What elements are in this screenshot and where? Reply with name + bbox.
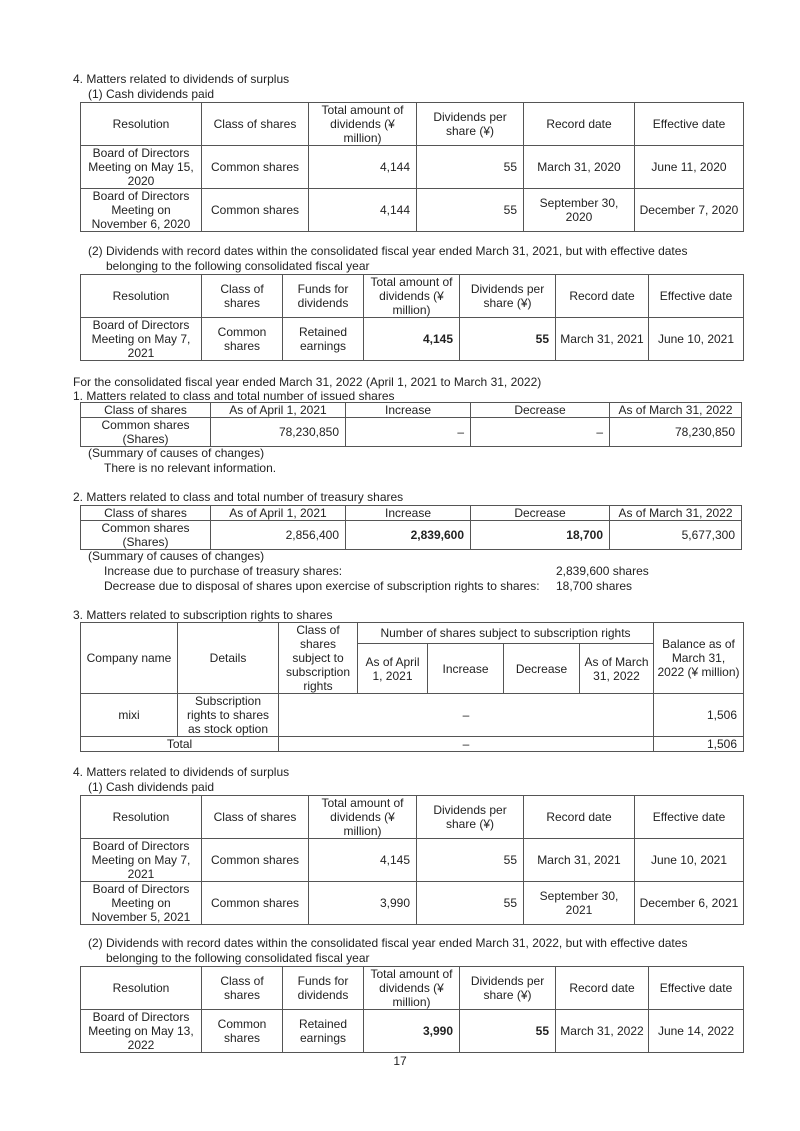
table-row bbox=[81, 1010, 744, 1053]
cell: Retained earnings bbox=[283, 318, 364, 361]
col-header: Dividends per share (¥) bbox=[417, 103, 524, 146]
cell: – bbox=[279, 737, 654, 752]
cell: 4,144 bbox=[309, 146, 417, 189]
col-header: As of April 1, 2021 bbox=[211, 403, 346, 418]
cell: March 31, 2021 bbox=[524, 839, 635, 882]
section-heading: 4. Matters related to dividends of surplus bbox=[73, 765, 290, 779]
col-header: Class of shares bbox=[202, 275, 283, 318]
table-row-total bbox=[81, 737, 744, 752]
col-header: Total amount of dividends (¥ million) bbox=[309, 796, 417, 839]
subsection-heading: (1) Cash dividends paid bbox=[88, 87, 215, 101]
cell: June 11, 2020 bbox=[635, 146, 744, 189]
cell: Board of Directors Meeting on May 7, 2021 bbox=[81, 839, 202, 882]
col-header: Increase bbox=[346, 403, 471, 418]
cell: Retained earnings bbox=[283, 1010, 364, 1053]
cell: 4,145 bbox=[364, 318, 460, 361]
col-header: Effective date bbox=[649, 275, 744, 318]
col-header: Increase bbox=[428, 644, 504, 694]
summary-line-label: Increase due to purchase of treasury shares: bbox=[104, 564, 343, 578]
col-header: Dividends per share (¥) bbox=[460, 275, 556, 318]
fiscal-year-title: For the consolidated fiscal year ended March 31, 2022 (April 1, 2021 to March 31, 2022) bbox=[73, 375, 542, 389]
subsection-heading-cont: belonging to the following consolidated fiscal year bbox=[106, 259, 370, 273]
cell: 55 bbox=[417, 189, 524, 232]
col-header: As of March 31, 2022 bbox=[610, 506, 742, 521]
cell: Total bbox=[81, 737, 279, 752]
table-row bbox=[81, 839, 744, 882]
table-row bbox=[81, 694, 744, 737]
col-header: Total amount of dividends (¥ million) bbox=[309, 103, 417, 146]
cell: Common shares bbox=[202, 189, 309, 232]
section-heading: 4. Matters related to dividends of surplus bbox=[73, 72, 290, 86]
col-header: Details bbox=[178, 623, 279, 694]
cell: – bbox=[346, 418, 471, 447]
cell: Common shares bbox=[202, 839, 309, 882]
col-header: Total amount of dividends (¥ million) bbox=[364, 967, 460, 1010]
col-header: Resolution bbox=[81, 275, 202, 318]
cell: September 30, 2020 bbox=[524, 189, 635, 232]
cell: 18,700 bbox=[471, 521, 610, 550]
cell: Board of Directors Meeting on November 6, 2020 bbox=[81, 189, 202, 232]
cell: Common shares bbox=[202, 1010, 283, 1053]
col-header: Increase bbox=[346, 506, 471, 521]
cell: 55 bbox=[417, 839, 524, 882]
cell: 55 bbox=[460, 1010, 556, 1053]
col-header: Resolution bbox=[81, 967, 202, 1010]
cell: 1,506 bbox=[654, 694, 744, 737]
section-heading: 3. Matters related to subscription rights to shares bbox=[73, 608, 333, 622]
cash-dividends-table-2022 bbox=[80, 795, 744, 925]
cell: March 31, 2021 bbox=[556, 318, 649, 361]
cell: September 30, 2021 bbox=[524, 882, 635, 925]
col-header: As of March 31, 2022 bbox=[610, 403, 742, 418]
summary-label: (Summary of causes of changes) bbox=[88, 549, 265, 563]
cell: 3,990 bbox=[309, 882, 417, 925]
cell: Common shares bbox=[202, 318, 283, 361]
cell: December 7, 2020 bbox=[635, 189, 744, 232]
col-header: Effective date bbox=[635, 796, 744, 839]
table-row bbox=[81, 146, 744, 189]
cell: Board of Directors Meeting on May 7, 2021 bbox=[81, 318, 202, 361]
col-header: Class of shares bbox=[202, 103, 309, 146]
cell: 4,144 bbox=[309, 189, 417, 232]
col-header: As of March 31, 2022 bbox=[580, 644, 654, 694]
col-header: Class of shares bbox=[202, 967, 283, 1010]
col-header: Class of shares bbox=[81, 403, 211, 418]
cell: 55 bbox=[417, 146, 524, 189]
subsection-heading: (2) Dividends with record dates within the consolidated fiscal year ended March 31, 2021, but with effective dates bbox=[88, 244, 688, 258]
col-header: Resolution bbox=[81, 796, 202, 839]
cell: March 31, 2020 bbox=[524, 146, 635, 189]
page-number: 17 bbox=[393, 1054, 407, 1068]
cell: Common shares (Shares) bbox=[81, 418, 211, 447]
cell: June 14, 2022 bbox=[649, 1010, 744, 1053]
cell: Common shares bbox=[202, 146, 309, 189]
col-header: Class of shares subject to subscription rights bbox=[279, 623, 358, 694]
col-header: Balance as of March 31, 2022 (¥ million) bbox=[654, 623, 744, 694]
cell: 5,677,300 bbox=[610, 521, 742, 550]
cell: 78,230,850 bbox=[610, 418, 742, 447]
cell: Common shares bbox=[202, 882, 309, 925]
table-row bbox=[81, 418, 742, 447]
cell: – bbox=[471, 418, 610, 447]
col-header: Total amount of dividends (¥ million) bbox=[364, 275, 460, 318]
dividends-following-year-table-2022 bbox=[80, 966, 744, 1053]
table-row bbox=[81, 521, 742, 550]
cell: mixi bbox=[81, 694, 178, 737]
col-header: Decrease bbox=[504, 644, 580, 694]
table-row bbox=[81, 318, 744, 361]
subscription-rights-table bbox=[80, 622, 744, 752]
cell: Board of Directors Meeting on May 13, 2022 bbox=[81, 1010, 202, 1053]
cell: 55 bbox=[417, 882, 524, 925]
dividends-following-year-table-2021 bbox=[80, 274, 744, 361]
cell: Board of Directors Meeting on May 15, 2020 bbox=[81, 146, 202, 189]
col-header: Record date bbox=[524, 103, 635, 146]
cell: 55 bbox=[460, 318, 556, 361]
cell: 78,230,850 bbox=[211, 418, 346, 447]
col-header: Company name bbox=[81, 623, 178, 694]
cell: December 6, 2021 bbox=[635, 882, 744, 925]
cell: March 31, 2022 bbox=[556, 1010, 649, 1053]
cell: Subscription rights to shares as stock option bbox=[178, 694, 279, 737]
col-header: Record date bbox=[524, 796, 635, 839]
col-header: Decrease bbox=[471, 403, 610, 418]
table-row bbox=[81, 189, 744, 232]
section-heading: 1. Matters related to class and total number of issued shares bbox=[73, 389, 395, 403]
summary-text: There is no relevant information. bbox=[104, 461, 277, 475]
subsection-heading: (2) Dividends with record dates within the consolidated fiscal year ended March 31, 2022, but with effective dates bbox=[88, 936, 688, 950]
subsection-heading-cont: belonging to the following consolidated fiscal year bbox=[106, 951, 370, 965]
issued-shares-table bbox=[80, 402, 742, 447]
subsection-heading: (1) Cash dividends paid bbox=[88, 780, 215, 794]
cash-dividends-table-2021 bbox=[80, 102, 744, 232]
summary-label: (Summary of causes of changes) bbox=[88, 446, 265, 460]
col-header: Resolution bbox=[81, 103, 202, 146]
col-header: Effective date bbox=[635, 103, 744, 146]
section-heading: 2. Matters related to class and total number of treasury shares bbox=[73, 490, 404, 504]
col-header: Class of shares bbox=[202, 796, 309, 839]
col-header: As of April 1, 2021 bbox=[211, 506, 346, 521]
col-header: Record date bbox=[556, 275, 649, 318]
col-header: Dividends per share (¥) bbox=[460, 967, 556, 1010]
col-header: Dividends per share (¥) bbox=[417, 796, 524, 839]
cell: 2,839,600 bbox=[346, 521, 471, 550]
cell: 3,990 bbox=[364, 1010, 460, 1053]
cell: 2,856,400 bbox=[211, 521, 346, 550]
col-header: Class of shares bbox=[81, 506, 211, 521]
cell: June 10, 2021 bbox=[649, 318, 744, 361]
treasury-shares-table bbox=[80, 505, 742, 550]
cell: June 10, 2021 bbox=[635, 839, 744, 882]
col-header: As of April 1, 2021 bbox=[358, 644, 428, 694]
cell: Common shares (Shares) bbox=[81, 521, 211, 550]
col-header: Funds for dividends bbox=[283, 967, 364, 1010]
summary-line-value: 2,839,600 shares bbox=[556, 564, 649, 578]
cell: 1,506 bbox=[654, 737, 744, 752]
cell: – bbox=[279, 694, 654, 737]
cell: 4,145 bbox=[309, 839, 417, 882]
summary-line-value: 18,700 shares bbox=[556, 579, 633, 593]
col-header: Record date bbox=[556, 967, 649, 1010]
cell: Board of Directors Meeting on November 5, 2021 bbox=[81, 882, 202, 925]
col-header: Effective date bbox=[649, 967, 744, 1010]
table-row bbox=[81, 882, 744, 925]
col-header: Funds for dividends bbox=[283, 275, 364, 318]
col-header: Decrease bbox=[471, 506, 610, 521]
summary-line-label: Decrease due to disposal of shares upon exercise of subscription rights to shares: bbox=[104, 579, 540, 593]
col-group-header: Number of shares subject to subscription rights bbox=[358, 623, 654, 644]
